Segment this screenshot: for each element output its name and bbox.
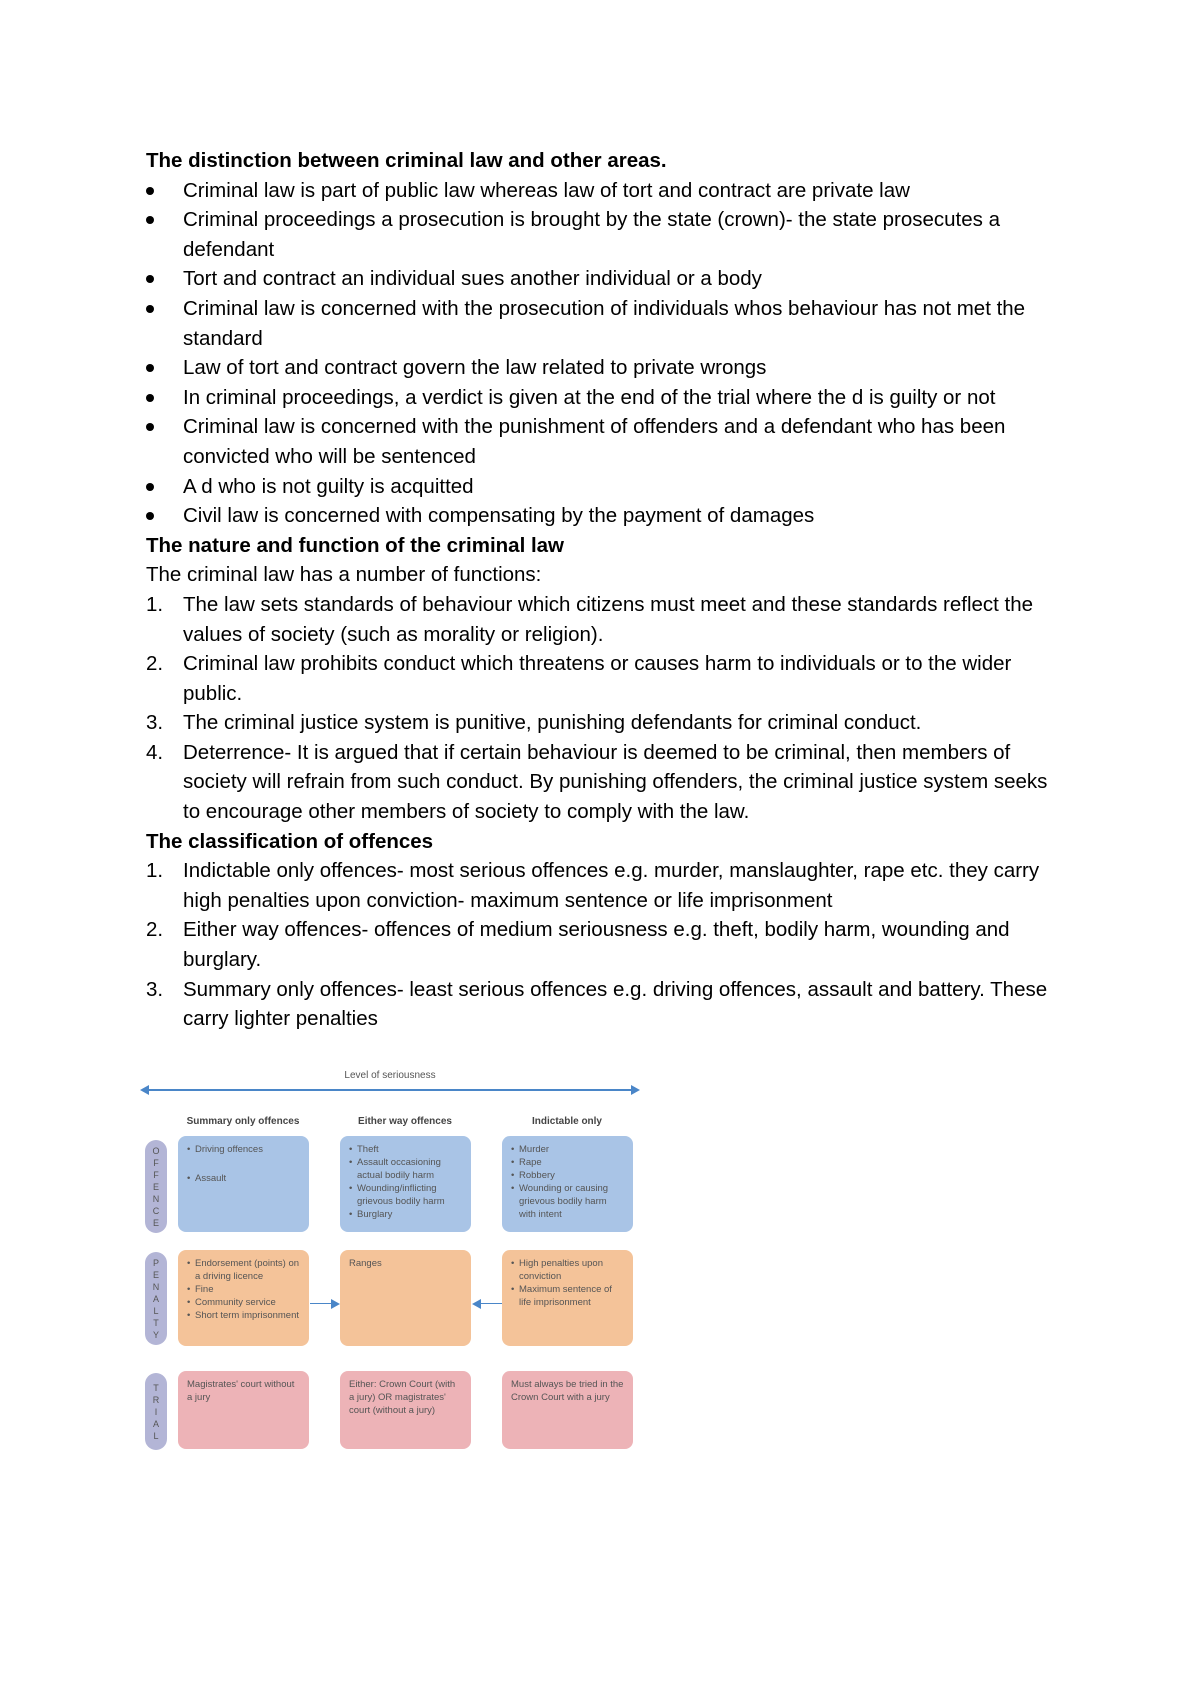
- cell-either-way-penalty: Ranges: [340, 1250, 471, 1346]
- bullet-icon: [146, 364, 154, 372]
- classification-numbered-list: [146, 856, 1066, 1034]
- list-item: Tort and contract an individual sues another individual or a body: [146, 264, 1066, 294]
- list-item: In criminal proceedings, a verdict is given at the end of the trial where the d is guilty or not: [146, 383, 1066, 413]
- list-item: Criminal law is concerned with the punishment of offenders and a defendant who has been convicted who will be sentenced: [146, 412, 1066, 471]
- functions-numbered-list: [146, 590, 1066, 827]
- bullet-icon: [146, 512, 154, 520]
- cell-summary-offence: • Driving offences • Assault: [178, 1136, 309, 1232]
- cell-either-way-offence: • Theft • Assault occasioning actual bodily harm • Wounding/inflicting grievous bodily harm • Burglary: [340, 1136, 471, 1232]
- heading-distinction: The distinction between criminal law and other areas.: [146, 149, 667, 172]
- list-item: Criminal law is part of public law whereas law of tort and contract are private law: [146, 176, 1066, 206]
- list-item: 2. Either way offences- offences of medium seriousness e.g. theft, bodily harm, wounding and burglary.: [146, 918, 1010, 972]
- heading-classification: The classification of offences: [146, 829, 434, 853]
- list-item: Criminal proceedings a prosecution is brought by the state (crown)- the state prosecutes a defendant: [146, 205, 1066, 264]
- bullet-icon: [146, 187, 154, 195]
- list-item: 2. Criminal law prohibits conduct which threatens or causes harm to individuals or to the wider public.: [146, 652, 1012, 705]
- list-item: 1. Indictable only offences- most serious offences e.g. murder, manslaughter, rape etc. they carry high penalties upon conviction- maximum sentence or life imprisonment: [146, 859, 1040, 912]
- bullet-icon: [146, 275, 154, 283]
- arrow-summary-to-ranges: [310, 1303, 332, 1304]
- column-header-either-way: Either way offences: [358, 1116, 452, 1127]
- seriousness-arrow: [146, 1089, 634, 1091]
- bullet-icon: [146, 305, 154, 313]
- bullet-icon: [146, 216, 154, 224]
- arrow-left-icon: [472, 1299, 481, 1309]
- cell-indictable-penalty: • High penalties upon conviction • Maximum sentence of life imprisonment: [502, 1250, 633, 1346]
- list-item: 3. The criminal justice system is punitive, punishing defendants for criminal conduct.: [146, 711, 922, 735]
- bullet-icon: [146, 394, 154, 402]
- cell-summary-trial: Magistrates' court without a jury: [178, 1371, 309, 1449]
- document-body: [146, 146, 1066, 1034]
- row-label-offence: O F F E N C E: [145, 1140, 167, 1233]
- list-item: 4. Deterrence- It is argued that if certain behaviour is deemed to be criminal, then members of society will refrain from such conduct. By punishing offenders, the criminal justice system seeks to encourage other members of society to comply with the law.: [146, 740, 1048, 824]
- row-label-trial: T R I A L: [145, 1373, 167, 1450]
- cell-either-way-trial: Either: Crown Court (with a jury) OR magistrates' court (without a jury): [340, 1371, 471, 1449]
- functions-intro: The criminal law has a number of functions:: [146, 563, 542, 587]
- bullet-icon: [146, 483, 154, 491]
- distinction-bullet-list: [146, 176, 1066, 531]
- list-item: Law of tort and contract govern the law related to private wrongs: [146, 353, 1066, 383]
- column-header-indictable: Indictable only: [531, 1116, 602, 1127]
- list-item: A d who is not guilty is acquitted: [146, 472, 1066, 502]
- row-label-penalty: P E N A L T Y: [145, 1252, 167, 1345]
- cell-indictable-offence: • Murder • Rape • Robbery • Wounding or causing grievous bodily harm with intent: [502, 1136, 633, 1232]
- bullet-icon: [146, 423, 154, 431]
- seriousness-scale-label: Level of seriousness: [344, 1070, 436, 1081]
- arrow-left-icon: [140, 1085, 149, 1095]
- arrow-right-icon: [331, 1299, 340, 1309]
- arrow-right-icon: [631, 1085, 640, 1095]
- heading-nature-function: The nature and function of the criminal law: [146, 533, 565, 557]
- list-item: Civil law is concerned with compensating by the payment of damages: [146, 501, 1066, 531]
- list-item: Criminal law is concerned with the prosecution of individuals whos behaviour has not met the standard: [146, 294, 1066, 353]
- cell-summary-penalty: • Endorsement (points) on a driving licence • Fine • Community service • Short term imprisonment: [178, 1250, 309, 1346]
- cell-indictable-trial: Must always be tried in the Crown Court with a jury: [502, 1371, 633, 1449]
- column-header-summary: Summary only offences: [186, 1116, 300, 1127]
- list-item: 1. The law sets standards of behaviour which citizens must meet and these standards reflect the values of society (such as morality or religion).: [146, 592, 1034, 646]
- offence-classification-diagram: [140, 1070, 640, 1460]
- list-item: 3. Summary only offences- least serious offences e.g. driving offences, assault and battery. These carry lighter penalties: [146, 977, 1048, 1031]
- arrow-indictable-to-ranges: [480, 1303, 502, 1304]
